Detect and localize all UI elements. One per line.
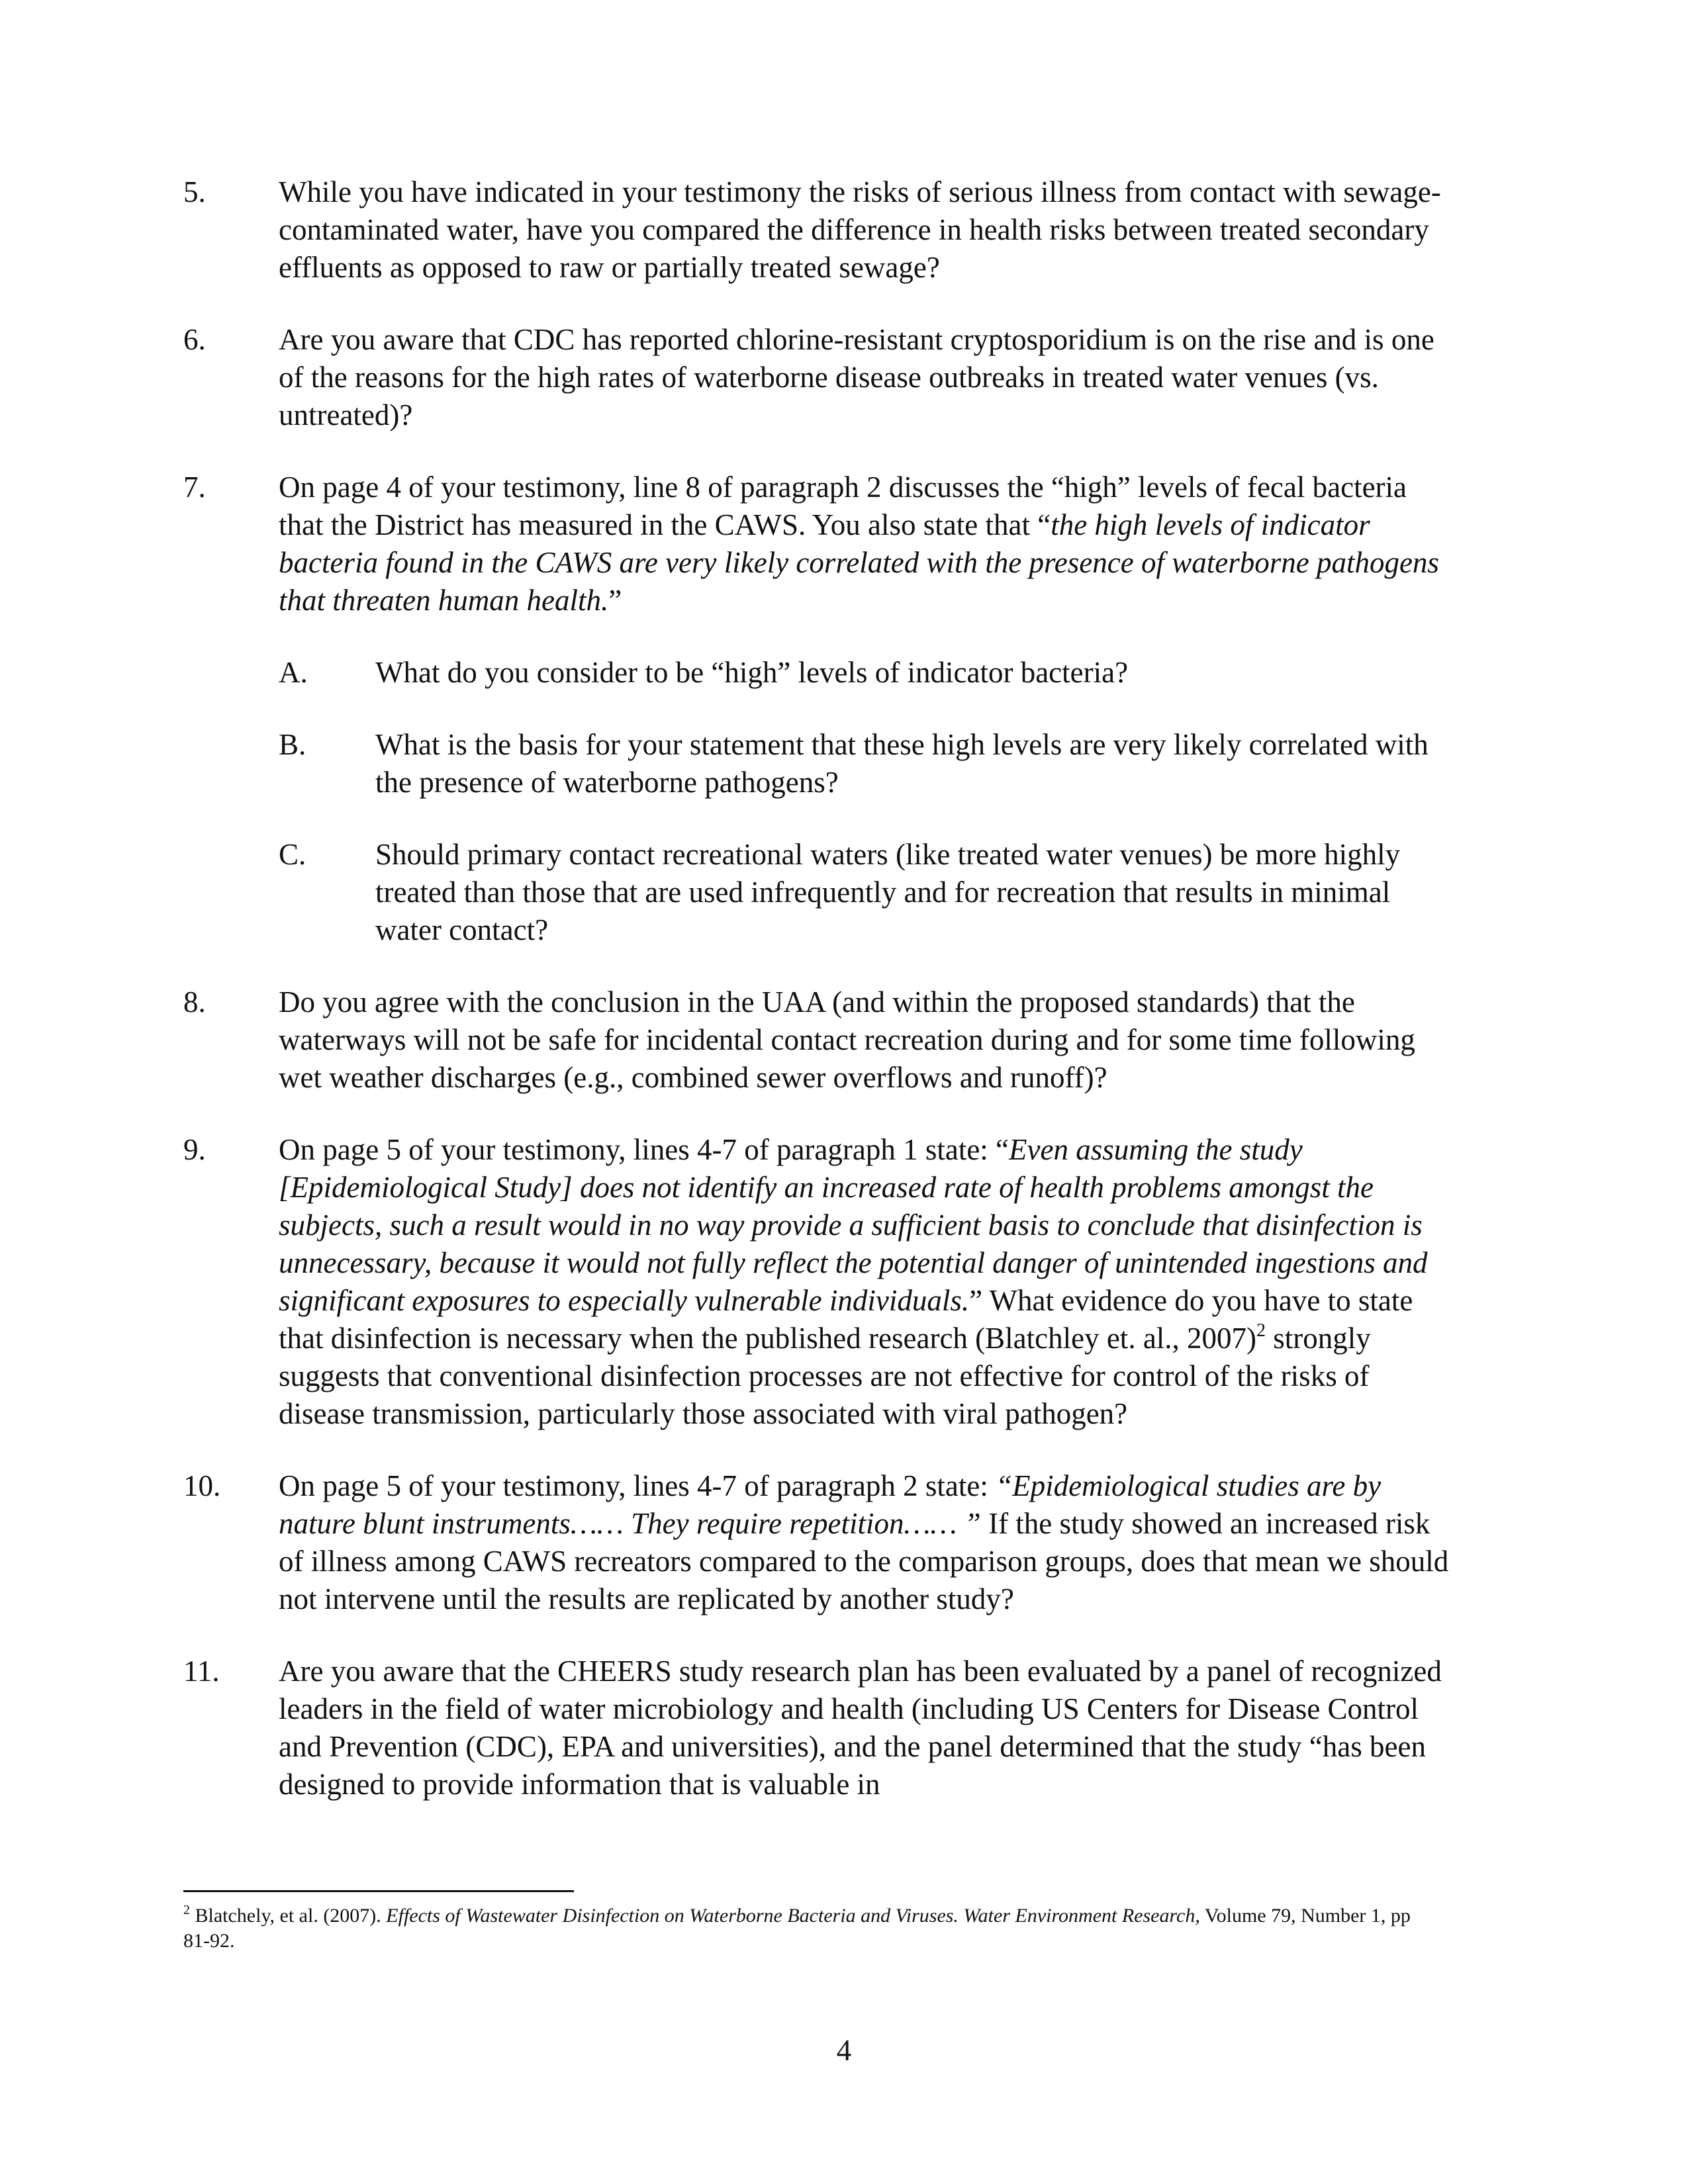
question-list	[0, 173, 1688, 1838]
question-item	[0, 321, 1688, 434]
question-text	[279, 1131, 1450, 1433]
question-text-tail: If the study showed an increased risk of illness among CAWS recreators compared to the comparison groups, does that mean we should not intervene until the results are replicated by another study?	[279, 1507, 1449, 1615]
question-number: 10.	[183, 1469, 221, 1502]
sub-question-text: What do you consider to be “high” levels of indicator bacteria?	[375, 656, 1129, 689]
sub-question	[0, 836, 1688, 949]
question-text-lead: On page 5 of your testimony, lines 4-7 of paragraph 1 state: “	[279, 1133, 1009, 1166]
sub-question-text: Should primary contact recreational waters (like treated water venues) be more highly treated than those that are used infrequently and for recreation that results in minimal water contact?	[375, 838, 1401, 946]
footnote-title: Effects of Wastewater Disinfection on Waterborne Bacteria and Viruses. Water Environment Research,	[386, 1905, 1200, 1927]
question-item	[0, 1131, 1688, 1433]
question-number: 8.	[183, 985, 206, 1019]
testimony-quote: the high levels of indicator bacteria found in the CAWS are very likely correlated with the presence of waterborne pathogens that threaten human health.	[279, 508, 1439, 617]
question-text-lead: On page 4 of your testimony, line 8 of paragraph 2 discusses the “high” levels of fecal bacteria that the District has measured in the CAWS. You also state that “	[279, 471, 1407, 541]
question-text-tail: strongly suggests that conventional disinfection processes are not effective for control of the risks of disease transmission, particularly those associated with viral pathogen?	[279, 1322, 1371, 1430]
testimony-quote: “Epidemiological studies are by nature blunt instruments…… They require repetition…… ”	[279, 1469, 1382, 1540]
question-item	[0, 983, 1688, 1097]
question-item	[0, 1467, 1688, 1618]
question-number: 11.	[183, 1655, 220, 1688]
question-text: Are you aware that CDC has reported chlorine-resistant cryptosporidium is on the rise and is one of the reasons for the high rates of waterborne disease outbreaks in treated water venues (vs. untreated)?	[279, 323, 1434, 432]
question-text	[279, 469, 1450, 619]
sub-question-text: What is the basis for your statement that these high levels are very likely correlated with the presence of waterborne pathogens?	[375, 728, 1429, 799]
question-text-tail: ”	[608, 584, 622, 617]
sub-question-letter: A.	[279, 656, 308, 689]
question-number: 6.	[183, 323, 206, 356]
question-text: Do you agree with the conclusion in the UAA (and within the proposed standards) that the waterways will not be safe for incidental contact recreation during and for some time following wet weather discharges (e.g., combined sewer overflows and runoff)?	[279, 985, 1415, 1094]
question-number: 7.	[183, 471, 206, 504]
question-item	[0, 173, 1688, 287]
question-text: While you have indicated in your testimony the risks of serious illness from contact with sewage-contaminated water, have you compared the difference in health risks between treated secondary effluents as opposed to raw or partially treated sewage?	[279, 175, 1441, 284]
question-text-lead: On page 5 of your testimony, lines 4-7 of paragraph 2 state:	[279, 1469, 996, 1502]
question-text-middle: ” What evidence do you have to state that disinfection is necessary when the published research (Blatchley et. al., 2007)	[279, 1284, 1413, 1355]
footnote-authors: Blatchely, et al. (2007).	[190, 1905, 387, 1927]
footnote-details: Volume 79, Number 1, pp 81-92.	[183, 1905, 1411, 1952]
question-item	[0, 469, 1688, 949]
sub-question-letter: B.	[279, 728, 306, 761]
footnote-divider	[183, 1890, 574, 1892]
footnote-reference: 2	[1256, 1320, 1266, 1341]
question-item	[0, 1653, 1688, 1803]
question-text: Are you aware that the CHEERS study research plan has been evaluated by a panel of recognized leaders in the field of water microbiology and health (including US Centers for Disease Control and Prevention (CDC), EPA and universities), and the panel determined that the study “has been designed to provide information that is valuable in	[279, 1655, 1442, 1801]
question-text	[279, 1467, 1450, 1618]
footnote-mark: 2	[183, 1903, 190, 1917]
footnote	[183, 1903, 1441, 1954]
sub-question	[0, 726, 1688, 801]
question-number: 9.	[183, 1133, 206, 1166]
page-number: 4	[836, 2034, 852, 2067]
question-number: 5.	[183, 175, 206, 208]
sub-question	[0, 654, 1688, 692]
sub-question-letter: C.	[279, 838, 306, 871]
testimony-quote: Even assuming the study [Epidemiological Study] does not identify an increased rate of health problems amongst the subjects, such a result would in no way provide a sufficient basis to conclude that disinfection is unnecessary, because it would not fully reflect the potential danger of unintended ingestions and significant exposures to especially vulnerable individuals.	[279, 1133, 1428, 1317]
